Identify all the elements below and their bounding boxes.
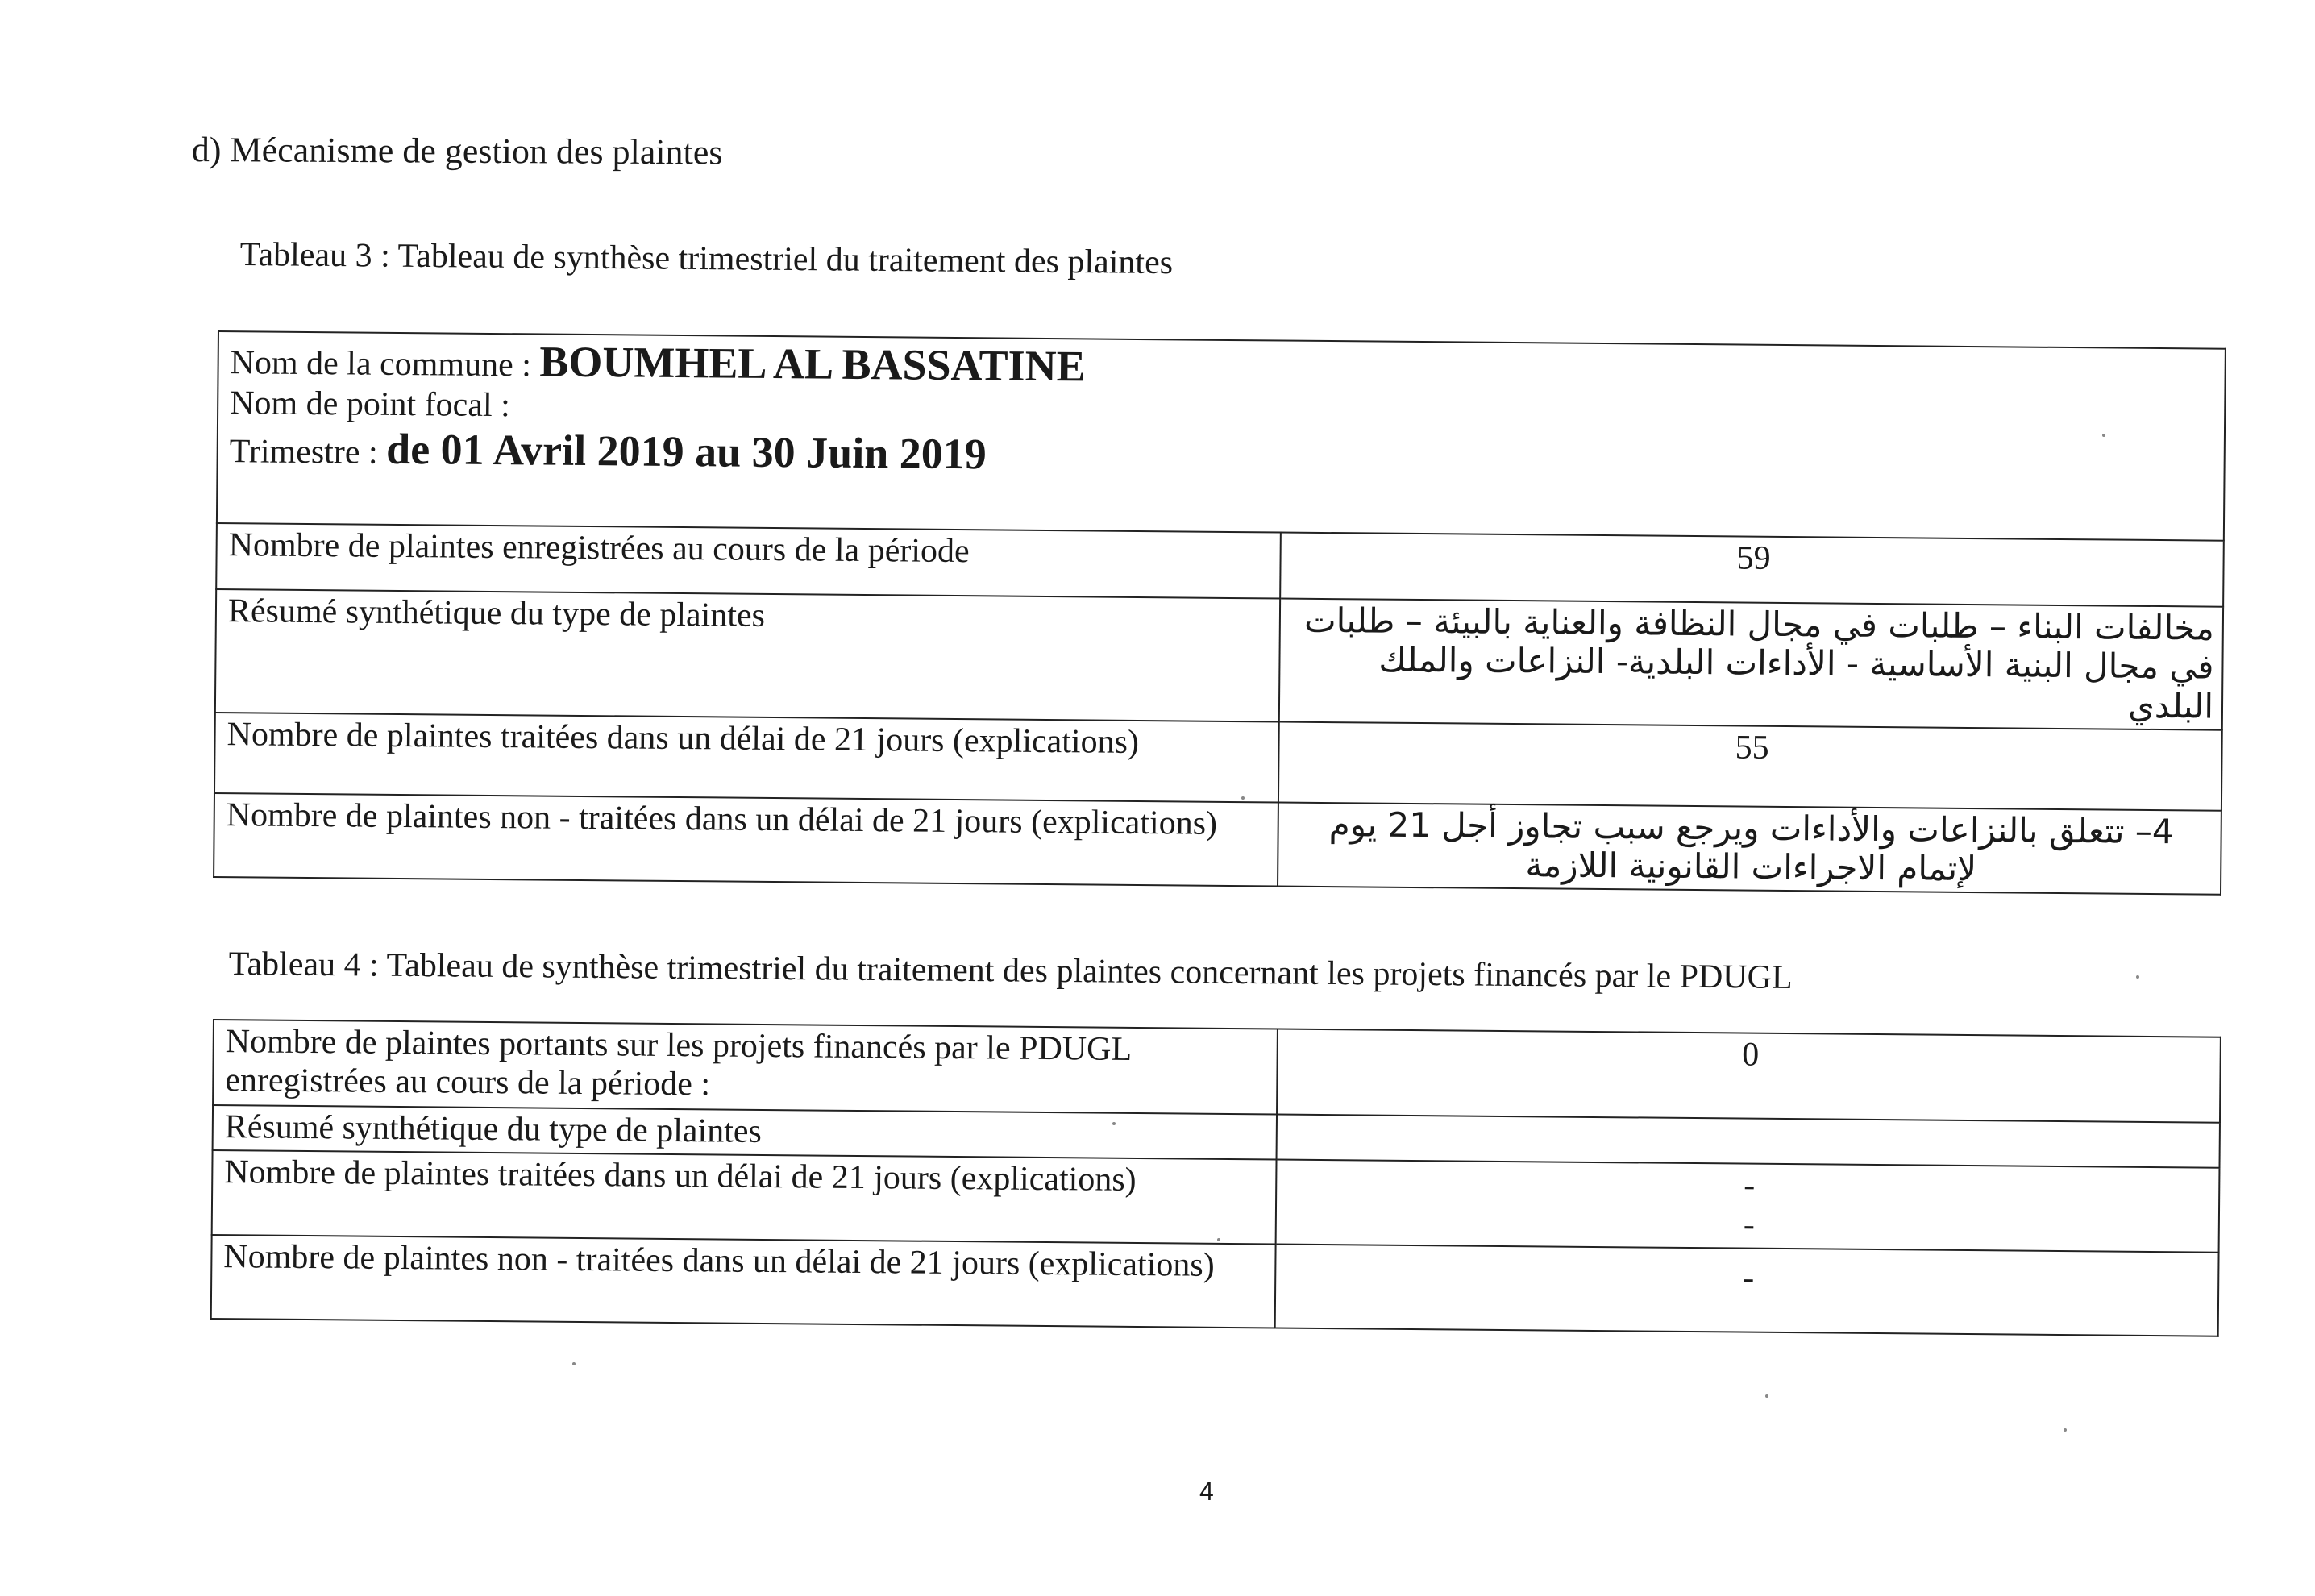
table-row xyxy=(211,1235,2219,1336)
focal-point-label: Nom de point focal : xyxy=(230,384,510,425)
table3-caption: Tableau 3 : Tableau de synthèse trimestriel du traitement des plaintes xyxy=(239,235,1174,282)
table-row xyxy=(214,793,2221,895)
row-label: Nombre de plaintes enregistrées au cours de la période xyxy=(216,523,1281,599)
row-label: Nombre de plaintes traitées dans un délai de 21 jours (explications) xyxy=(214,713,1279,803)
section-heading: d) Mécanisme de gestion des plaintes xyxy=(191,129,723,172)
scan-speck xyxy=(2064,1428,2067,1432)
row-value xyxy=(1277,1115,2220,1169)
scan-speck xyxy=(2102,434,2105,437)
row-value: مخالفات البناء – طلبات في مجال النظافة والعناية بالبيئة – طلبات في مجال البنية الأساسية - الأداءات البلدية- النزاعات والملك البلدي xyxy=(1279,599,2223,730)
row-value-dash: - xyxy=(1744,1166,1756,1205)
row-value-text: - xyxy=(1743,1206,1756,1244)
table-row xyxy=(215,589,2223,730)
row-label: Résumé synthétique du type de plaintes xyxy=(213,1105,1277,1160)
row-value xyxy=(1276,1160,2220,1253)
row-value: 55 xyxy=(1278,721,2222,810)
trimestre-value: de 01 Avril 2019 au 30 Juin 2019 xyxy=(385,425,987,479)
scan-speck xyxy=(1112,1122,1116,1125)
commune-label: Nom de la commune : xyxy=(230,344,540,384)
row-label: Nombre de plaintes non - traitées dans un délai de 21 jours (explications) xyxy=(211,1235,1276,1328)
table4-caption: Tableau 4 : Tableau de synthèse trimestriel du traitement des plaintes concernant les projets financés par le PDUGL xyxy=(228,946,1793,996)
row-label: Résumé synthétique du type de plaintes xyxy=(215,589,1280,721)
table3-header-cell xyxy=(217,331,2226,541)
row-value xyxy=(1275,1244,2219,1336)
scan-speck xyxy=(2136,975,2139,979)
trimestre-label: Trimestre : xyxy=(229,433,387,472)
scan-speck xyxy=(1765,1394,1768,1398)
row-value: 59 xyxy=(1280,533,2224,607)
scan-speck xyxy=(1241,796,1245,800)
scan-speck xyxy=(572,1362,576,1365)
page-number: 4 xyxy=(1199,1477,1214,1506)
row-value-text: - xyxy=(1743,1259,1755,1297)
row-value: 4– تتعلق بالنزاعات والأداءات ويرجع سبب تجاوز أجل 21 يوم لإتمام الاجراءات القانونية اللازمة xyxy=(1278,802,2221,895)
row-label: Nombre de plaintes traitées dans un délai de 21 jours (explications) xyxy=(212,1150,1277,1244)
row-label: Nombre de plaintes non - traitées dans un délai de 21 jours (explications) xyxy=(214,793,1278,887)
row-label: Nombre de plaintes portants sur les projets financés par le PDUGL enregistrées au cours de la période : xyxy=(213,1020,1278,1115)
table4-pdugl-complaints xyxy=(210,1019,2221,1337)
scan-speck xyxy=(1217,1238,1220,1241)
table3-complaints-summary xyxy=(213,330,2226,896)
row-value: 0 xyxy=(1277,1029,2221,1123)
commune-value: BOUMHEL AL BASSATINE xyxy=(539,337,1086,391)
